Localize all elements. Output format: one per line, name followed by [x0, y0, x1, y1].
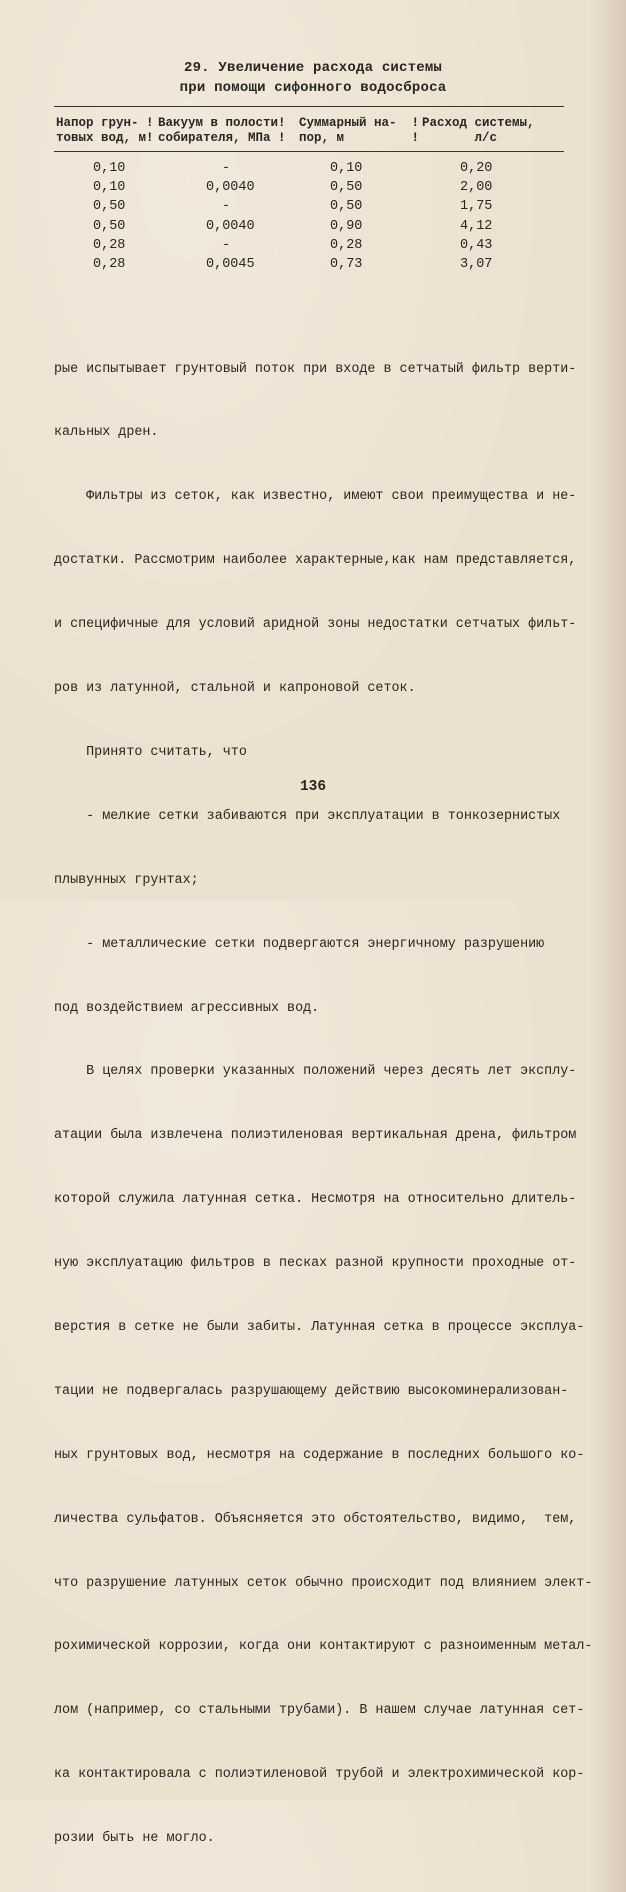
table-header-rule: [54, 151, 564, 152]
text-line: верстия в сетке не были забиты. Латунная сетка в процессе эксплуа-: [54, 1319, 585, 1335]
table-title-line-2: при помощи сифонного водосброса: [179, 80, 447, 96]
text-line: ка контактировала с полиэтиленовой трубой и электрохимической кор-: [54, 1767, 585, 1783]
cell-total-head: 0,73: [330, 256, 363, 272]
cell-discharge: 2,00: [460, 180, 493, 196]
text-line: рохимической коррозии, когда они контактируют с разноименным метал-: [54, 1639, 593, 1655]
text-line: рые испытывает грунтовый поток при входе в сетчатый фильтр верти-: [54, 361, 577, 377]
cell-head: 0,50: [93, 218, 126, 234]
table-row: [0, 257, 626, 276]
cell-total-head: 0,50: [330, 199, 363, 215]
cell-total-head: 0,10: [330, 161, 363, 176]
cell-total-head: 0,90: [330, 218, 363, 234]
text-line: плывунных грунтах;: [54, 872, 199, 888]
text-line: ных грунтовых вод, несмотря на содержание в последних большого ко-: [54, 1447, 585, 1463]
cell-vacuum: -: [221, 237, 231, 253]
table-row: [0, 238, 626, 257]
table-title-line-1: [0, 60, 626, 76]
header-total-head: Суммарный на- ! пор, м !: [299, 116, 420, 145]
cell-discharge: 0,20: [460, 161, 493, 176]
table-row: [0, 199, 626, 218]
text-line: тации не подвергалась разрушающему действию высокоминерализован-: [54, 1383, 569, 1399]
page-number: 136: [299, 779, 327, 795]
table-top-rule: [54, 106, 564, 107]
text-line: ную эксплуатацию фильтров в песках разной крупности проходные от-: [54, 1256, 577, 1272]
table-row: [0, 219, 626, 238]
header-discharge: Расход системы, л/с: [422, 116, 535, 145]
text-line: В целях проверки указанных положений через десять лет эксплу-: [54, 1064, 577, 1080]
text-line: розии быть не могло.: [54, 1831, 215, 1847]
text-line: лом (например, со стальными трубами). В нашем случае латунная сет-: [54, 1703, 585, 1719]
table-number: 29.: [183, 60, 210, 76]
cell-head: 0,28: [93, 256, 126, 272]
cell-head: 0,50: [93, 199, 126, 215]
cell-vacuum: 0,0045: [206, 256, 255, 272]
cell-total-head: 0,28: [330, 237, 363, 253]
cell-head: 0,28: [93, 237, 126, 253]
text-line: кальных дрен.: [54, 425, 159, 441]
text-line: что разрушение латунных сеток обычно происходит под влиянием элект-: [54, 1575, 593, 1591]
text-line: - металлические сетки подвергаются энергичному разрушению: [54, 936, 545, 952]
cell-vacuum: -: [221, 161, 231, 176]
text-line: атации была извлечена полиэтиленовая вертикальная дрена, фильтром: [54, 1128, 577, 1144]
header-vacuum: Вакуум в полости! собирателя, МПа !: [158, 116, 286, 145]
cell-vacuum: 0,0040: [206, 218, 255, 234]
cell-head: 0,10: [93, 161, 126, 176]
body-text: [54, 316, 593, 1892]
text-line: достатки. Рассмотрим наиболее характерные,как нам представляется,: [54, 553, 577, 569]
header-groundwater-head: Напор грун- ! товых вод, м!: [56, 116, 154, 145]
text-line: личества сульфатов. Объясняется это обстоятельство, видимо, тем,: [54, 1511, 577, 1527]
cell-discharge: 4,12: [460, 218, 493, 234]
cell-discharge: 1,75: [460, 199, 493, 215]
cell-vacuum: 0,0040: [206, 180, 255, 196]
text-line: и специфичные для условий аридной зоны недостатки сетчатых фильт-: [54, 617, 577, 633]
text-line: Фильтры из сеток, как известно, имеют свои преимущества и не-: [54, 489, 577, 505]
data-table: [0, 161, 626, 276]
cell-head: 0,10: [93, 180, 126, 196]
cell-discharge: 0,43: [460, 237, 493, 253]
text-line: Принято считать, что: [54, 744, 247, 760]
cell-total-head: 0,50: [330, 180, 363, 196]
text-line: ров из латунной, стальной и капроновой сеток.: [54, 681, 416, 697]
cell-vacuum: -: [221, 199, 231, 215]
text-line: которой служила латунная сетка. Несмотря на относительно длитель-: [54, 1192, 577, 1208]
text-line: под воздействием агрессивных вод.: [54, 1000, 320, 1016]
table-row: [0, 161, 626, 180]
table-title-text: Увеличение расхода системы: [218, 60, 443, 76]
cell-discharge: 3,07: [460, 256, 493, 272]
table-row: [0, 180, 626, 199]
text-line: - мелкие сетки забиваются при эксплуатации в тонкозернистых: [54, 808, 561, 824]
